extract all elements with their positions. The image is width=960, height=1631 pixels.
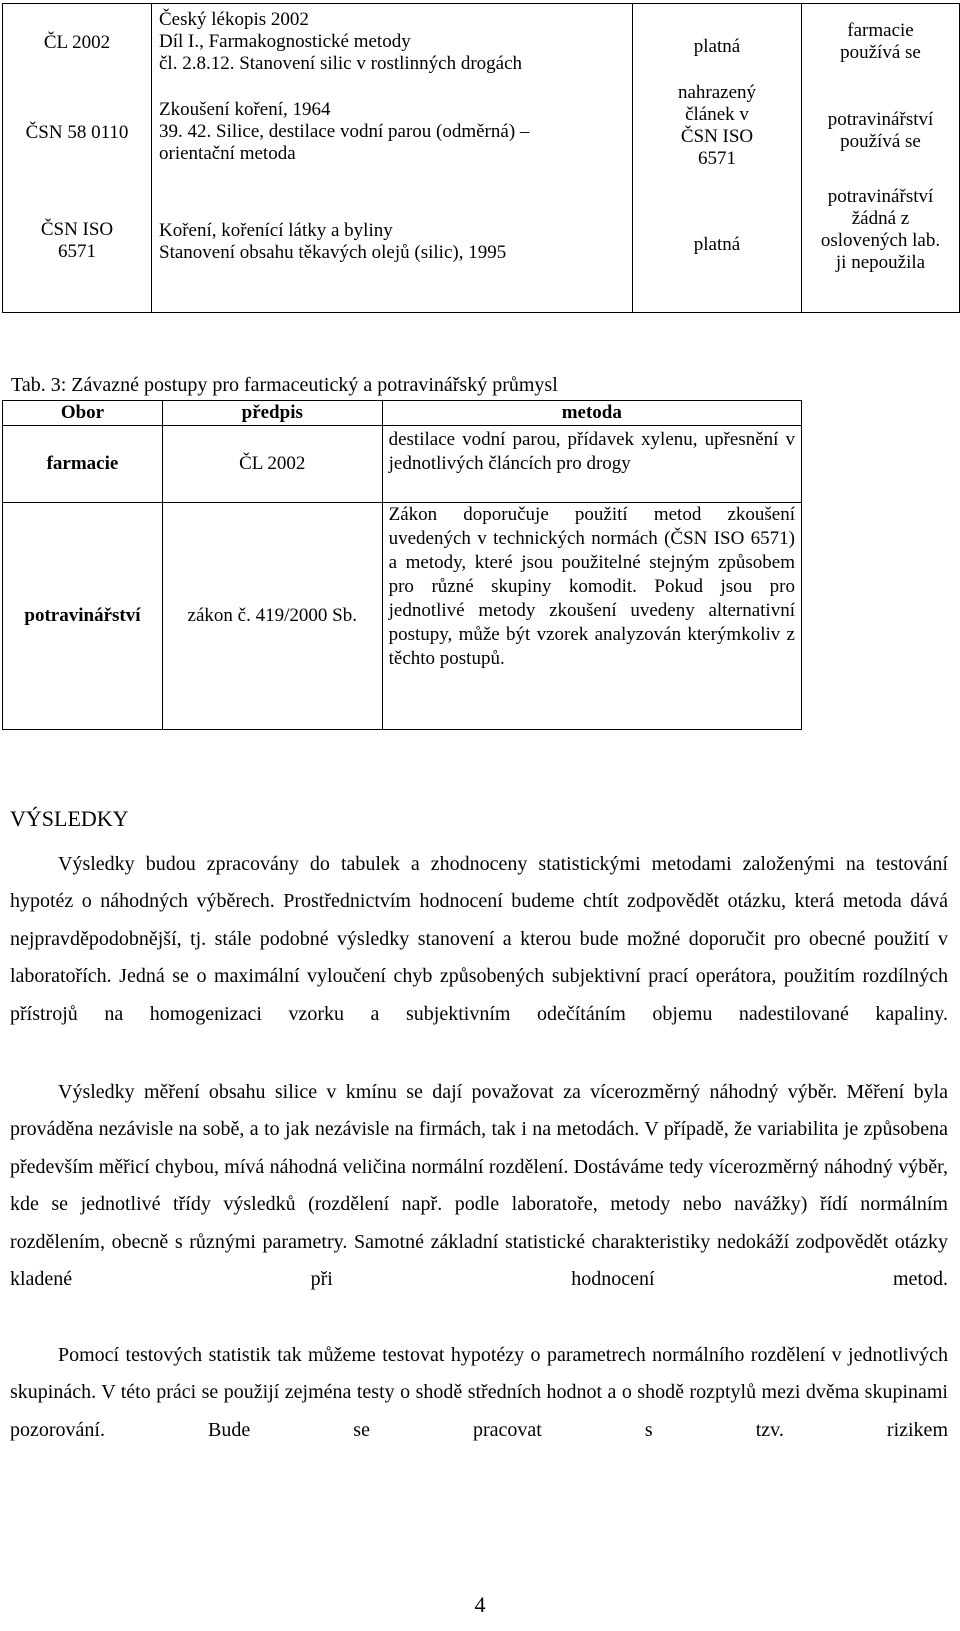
column-header: předpis	[162, 401, 382, 426]
table-cell: zákon č. 419/2000 Sb.	[162, 503, 382, 730]
norm-title: Český lékopis 2002 Díl I., Farmakognostické metody čl. 2.8.12. Stanovení silic v rostlinných drogách	[159, 9, 523, 74]
norm-usage: farmacie používá se	[840, 20, 921, 63]
procedures-table	[2, 400, 802, 730]
table-row	[3, 426, 802, 503]
norm-usage: potravinářství žádná z oslovených lab. ji nepoužila	[820, 186, 941, 273]
paragraph: Výsledky budou zpracovány do tabulek a zhodnoceny statistickými metodami založenými na testování hypotéz o náhodných výběrech. Prostřednictvím hodnocení budeme chtít zodpovědět otázku, která metoda dává nejpravděpodobnější, tj. stále podobné výsledky stanovení a kterou bude možné doporučit pro obecné použití v laboratořích. Jedná se o maximální vyloučení chyb způsobených subjektivní prací operátora, použitím rozdílných přístrojů na homogenizaci vzorku a subjektivním odečítáním objemu nadestilované kapaliny.	[10, 853, 948, 1025]
norm-state: platná	[693, 36, 741, 57]
table-row	[3, 503, 802, 730]
paragraph: Pomocí testových statistik tak můžeme testovat hypotézy o parametrech normálního rozdělení v jednotlivých skupinách. V této práci se použijí zejména testy o shodě středních hodnot a o shodě rozptylů mezi dvěma skupinami pozorování. Bude se pracovat s tzv. rizikem	[10, 1344, 948, 1441]
norm-state: nahrazený článek v ČSN ISO 6571	[677, 82, 757, 169]
norm-title: Koření, kořenící látky a byliny Stanovení obsahu těkavých olejů (silic), 1995	[159, 220, 507, 263]
norm-title: Zkoušení koření, 1964 39. 42. Silice, destilace vodní parou (odměrná) – orientační metoda	[159, 99, 530, 164]
titles-column	[152, 4, 633, 313]
table-header-row	[3, 401, 802, 426]
state-column	[633, 4, 802, 313]
column-header: metoda	[382, 401, 801, 426]
norms-table	[2, 3, 960, 313]
norm-code: ČSN 58 0110	[25, 122, 129, 143]
usage-column	[802, 4, 960, 313]
norms-column	[3, 4, 152, 313]
column-header: Obor	[3, 401, 163, 426]
table-cell: destilace vodní parou, přídavek xylenu, upřesnění v jednotlivých článcích pro drogy	[382, 426, 801, 503]
table-cell: Zákon doporučuje použití metod zkoušení uvedených v technických normách (ČSN ISO 6571) a metody, které jsou použitelné stejným způsobem pro různé skupiny komodit. Pokud jsou pro jednotlivé metody zkoušení uvedeny alternativní postupy, může být vzorek analyzován kterýmkoliv z těchto postupů.	[382, 503, 801, 730]
norm-usage: potravinářství používá se	[827, 109, 934, 152]
table-cell: potravinářství	[3, 503, 163, 730]
section-heading: VÝSLEDKY	[10, 806, 129, 831]
table-cell: farmacie	[3, 426, 163, 503]
paragraph: Výsledky měření obsahu silice v kmínu se dají považovat za vícerozměrný náhodný výběr. Měření byla prováděna nezávisle na sobě, a to jak nezávisle na firmách, tak i na metodách. V případě, že variabilita je způsobena především měřicí chybou, mívá náhodná veličina normální rozdělení. Dostáváme tedy vícerozměrný náhodný výběr, kde se jednotlivé třídy výsledků (rozdělení např. podle laboratoře, metody nebo navážky) řídí normálním rozdělením, obecně s různými parametry. Samotné základní statistické charakteristiky nedokáží zodpovědět otázky kladené při hodnocení metod.	[10, 1081, 948, 1291]
page-number: 4	[474, 1592, 486, 1617]
table-caption: Tab. 3: Závazné postupy pro farmaceutický a potravinářský průmysl	[11, 374, 558, 396]
norm-state: platná	[693, 234, 741, 255]
norm-code: ČL 2002	[43, 32, 111, 53]
table-cell: ČL 2002	[162, 426, 382, 503]
norm-code: ČSN ISO 6571	[40, 219, 114, 262]
